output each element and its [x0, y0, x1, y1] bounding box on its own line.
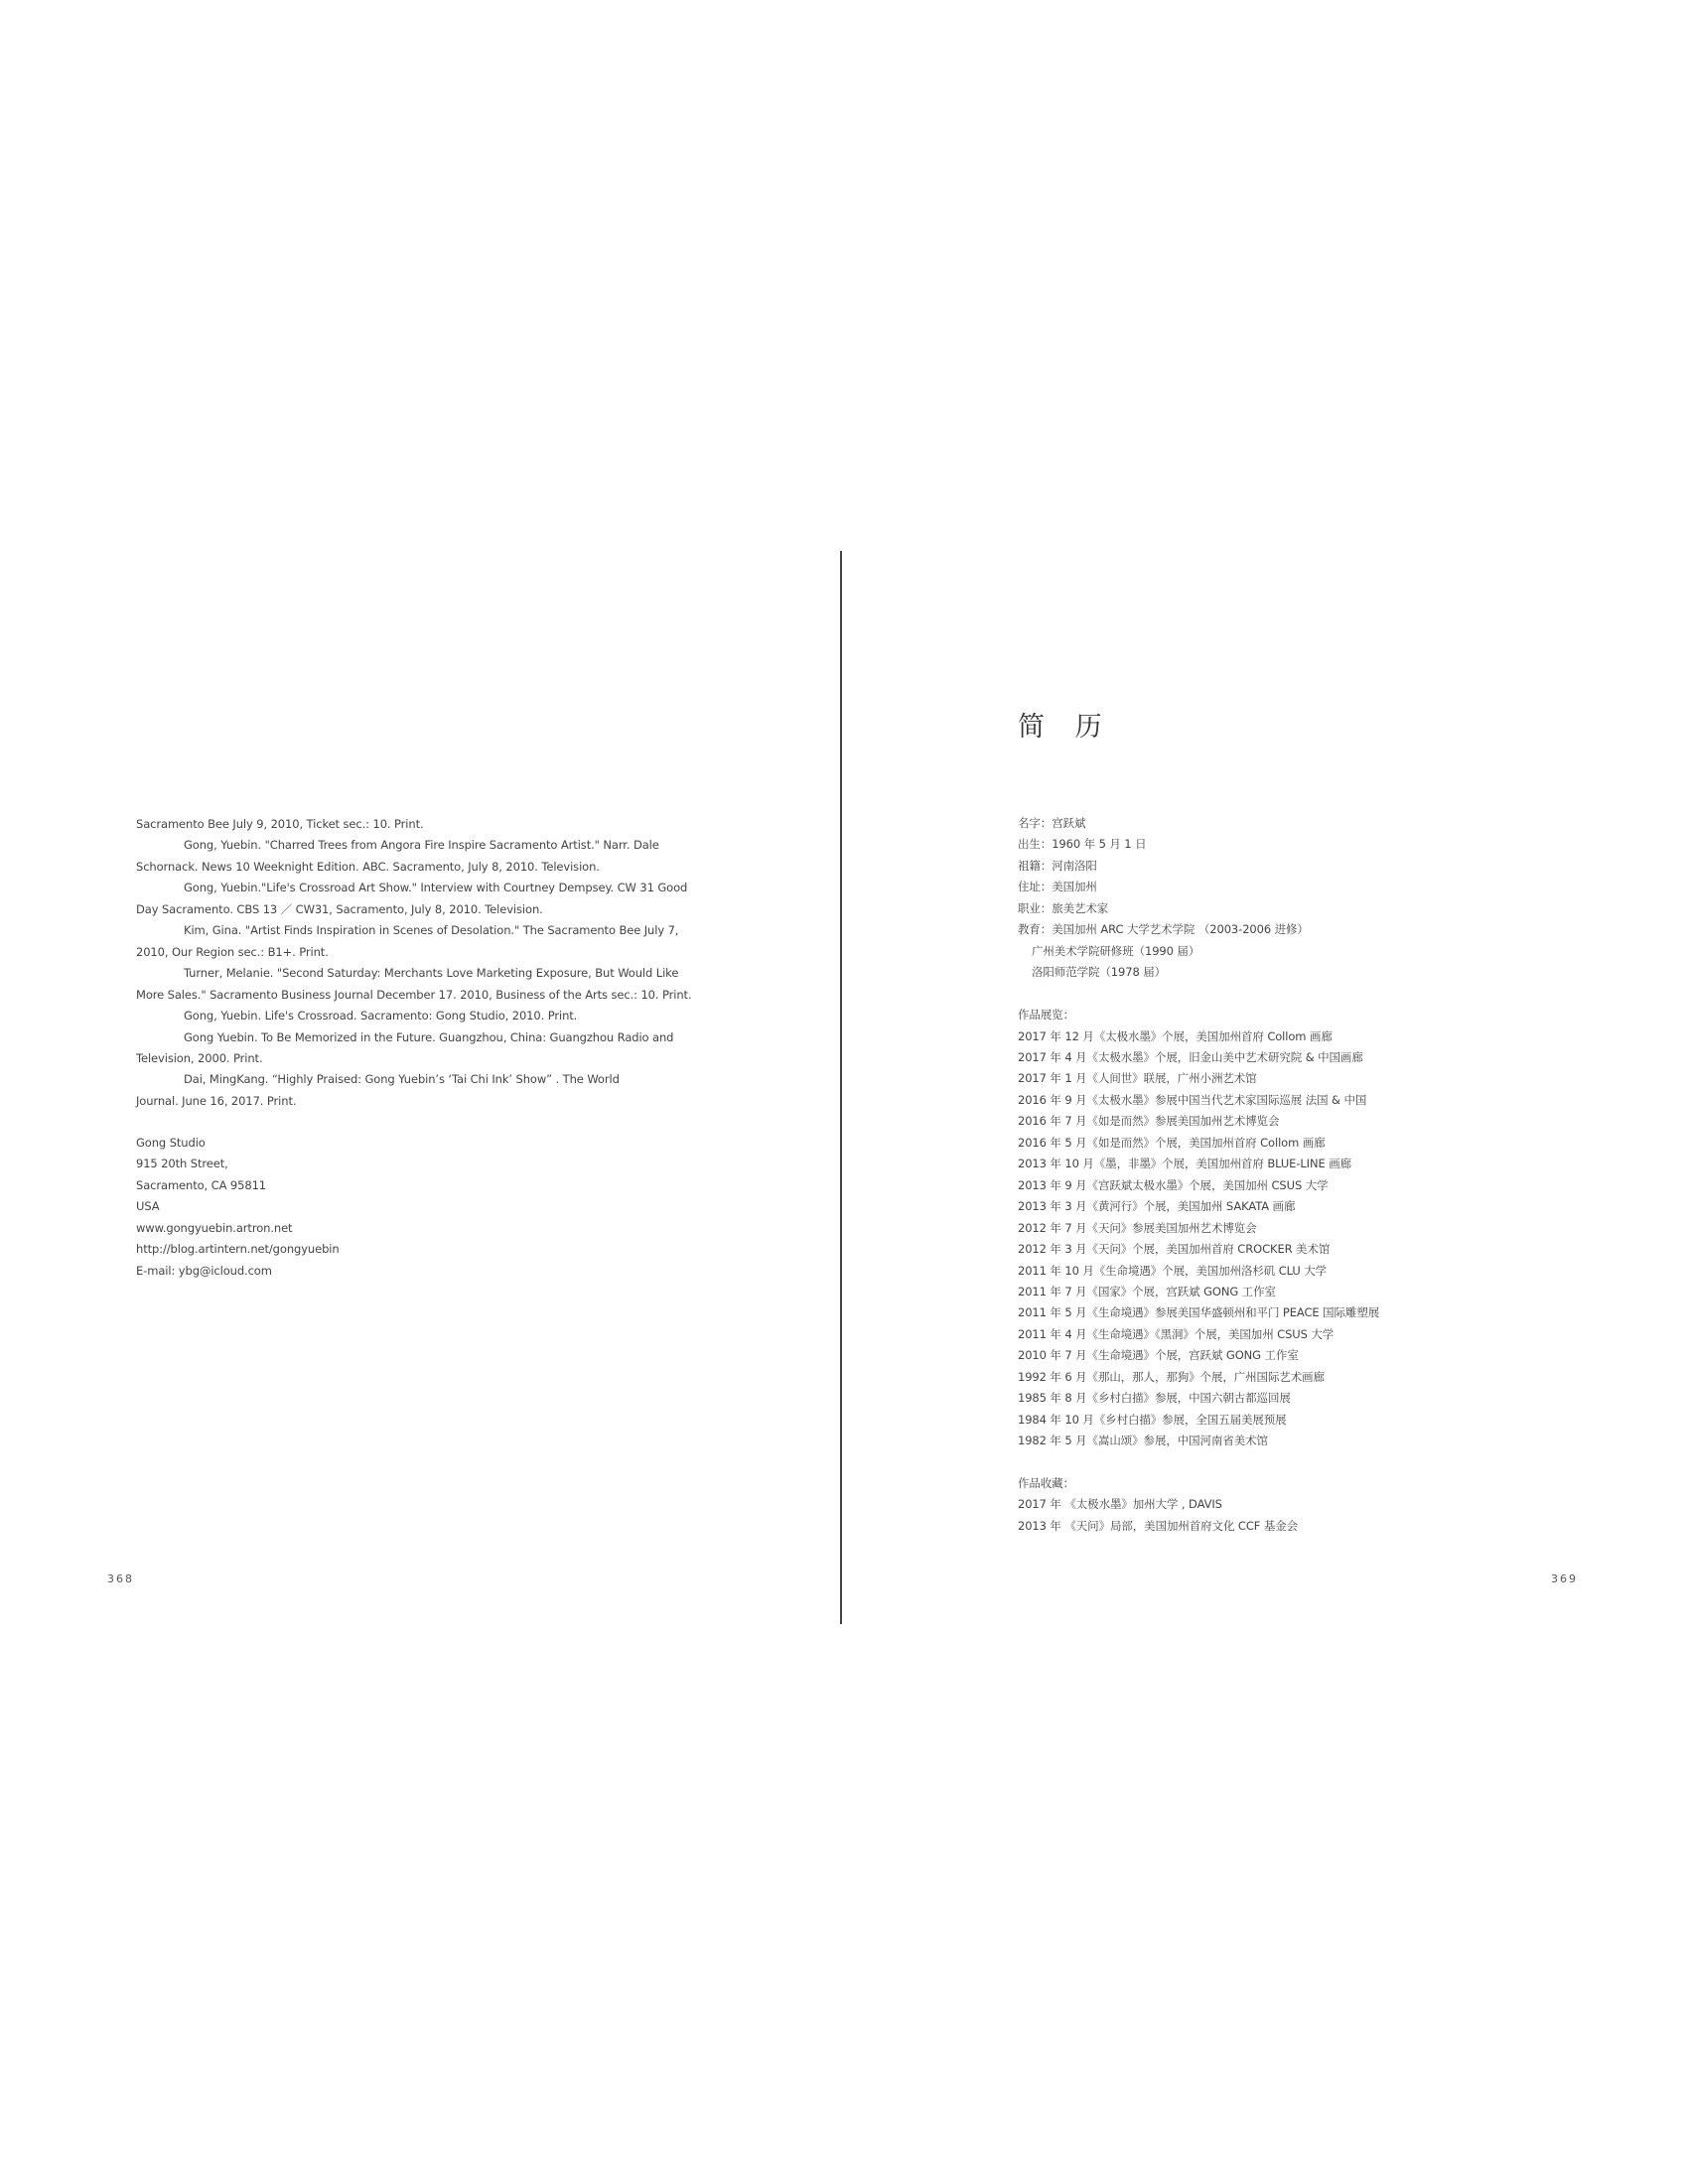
exhibition-item: 1982 年 5 月《嵩山颂》参展，中国河南省美术馆	[1018, 1433, 1268, 1448]
bibliography-line: Schornack. News 10 Weeknight Edition. ABC. Sacramento, July 8, 2010. Television.	[136, 859, 600, 874]
bibliography-line: Sacramento Bee July 9, 2010, Ticket sec.: 10. Print.	[136, 817, 424, 831]
collections-heading: 作品收藏：	[1018, 1476, 1074, 1491]
exhibition-item: 2017 年 1 月《人间世》联展，广州小洲艺术馆	[1018, 1071, 1257, 1086]
personal-info-line: 职业：旅美艺术家	[1018, 900, 1109, 915]
bibliography-line: Gong, Yuebin. "Charred Trees from Angora Fire Inspire Sacramento Artist." Narr. Dale	[184, 838, 659, 853]
exhibition-item: 1992 年 6 月《那山，那人，那狗》个展，广州国际艺术画廊	[1018, 1369, 1325, 1384]
education-line: 广州美术学院研修班（1990 届）	[1032, 943, 1200, 958]
collection-item: 2017 年 《太极水墨》加州大学 , DAVIS	[1018, 1497, 1222, 1512]
education-line: 洛阳师范学院（1978 届）	[1032, 965, 1167, 980]
personal-info-line: 名字：宫跃斌	[1018, 816, 1086, 830]
exhibition-item: 2010 年 7 月《生命境遇》个展，宫跃斌 GONG 工作室	[1018, 1348, 1299, 1363]
right-page	[842, 0, 1688, 2184]
bibliography-line: Television, 2000. Print.	[136, 1050, 263, 1065]
contact-line: 915 20th Street,	[136, 1157, 228, 1171]
exhibition-item: 1985 年 8 月《乡村白描》参展，中国六朝古都巡回展	[1018, 1391, 1291, 1406]
exhibition-item: 2011 年 5 月《生命境遇》参展美国华盛顿州和平门 PEACE 国际雕塑展	[1018, 1305, 1380, 1320]
contact-line: www.gongyuebin.artron.net	[136, 1220, 293, 1235]
bibliography-line: Dai, MingKang. “Highly Praised: Gong Yuebin’s ‘Tai Chi Ink’ Show” . The World	[184, 1072, 620, 1087]
resume-block	[1018, 813, 1379, 1537]
page-number-left: 368	[107, 1572, 134, 1585]
personal-info-line: 住址：美国加州	[1018, 880, 1097, 894]
contact-line: http://blog.artintern.net/gongyuebin	[136, 1242, 340, 1257]
bibliography-line: Turner, Melanie. "Second Saturday: Merchants Love Marketing Exposure, But Would Like	[184, 966, 679, 981]
exhibition-item: 2012 年 7 月《天问》参展美国加州艺术博览会	[1018, 1220, 1257, 1235]
exhibition-item: 2016 年 9 月《太极水墨》参展中国当代艺术家国际巡展 法国 & 中国	[1018, 1092, 1367, 1107]
personal-info-line: 出生：1960 年 5 月 1 日	[1018, 837, 1147, 852]
exhibition-item: 2012 年 3 月《天问》个展，美国加州首府 CROCKER 美术馆	[1018, 1242, 1331, 1257]
bibliography-list	[136, 814, 692, 1112]
page-number-right: 369	[1551, 1572, 1578, 1585]
exhibitions-heading: 作品展览：	[1018, 1008, 1074, 1023]
contact-line: E-mail: ybg@icloud.com	[136, 1263, 272, 1278]
exhibition-item: 2013 年 10 月《墨，非墨》个展，美国加州首府 BLUE-LINE 画廊	[1018, 1157, 1351, 1171]
contact-line: USA	[136, 1199, 160, 1214]
bibliography-line: Gong, Yuebin."Life's Crossroad Art Show." Interview with Courtney Dempsey. CW 31 Good	[184, 881, 688, 895]
contact-block	[136, 1133, 340, 1282]
contact-line: Gong Studio	[136, 1136, 206, 1150]
bibliography-line: Gong, Yuebin. Life's Crossroad. Sacramento: Gong Studio, 2010. Print.	[184, 1009, 578, 1024]
exhibition-item: 2017 年 12 月《太极水墨》个展，美国加州首府 Collom 画廊	[1018, 1028, 1333, 1043]
left-page	[0, 0, 840, 2184]
exhibition-item: 2017 年 4 月《太极水墨》个展，旧金山美中艺术研究院 & 中国画廊	[1018, 1049, 1363, 1064]
exhibition-item: 2011 年 7 月《国家》个展，宫跃斌 GONG 工作室	[1018, 1284, 1276, 1298]
exhibition-item: 2013 年 9 月《宫跃斌太极水墨》个展，美国加州 CSUS 大学	[1018, 1177, 1329, 1192]
exhibition-item: 2011 年 4 月《生命境遇》《黑洞》个展，美国加州 CSUS 大学	[1018, 1326, 1335, 1341]
exhibition-item: 1984 年 10 月《乡村白描》参展，全国五届美展预展	[1018, 1412, 1287, 1427]
collection-item: 2013 年 《天问》局部，美国加州首府文化 CCF 基金会	[1018, 1518, 1299, 1533]
personal-info-line: 祖籍：河南洛阳	[1018, 858, 1097, 873]
exhibition-item: 2013 年 3 月《黄河行》个展，美国加州 SAKATA 画廊	[1018, 1199, 1296, 1214]
bibliography-line: Kim, Gina. "Artist Finds Inspiration in Scenes of Desolation." The Sacramento Bee July 7,	[184, 923, 679, 938]
exhibition-item: 2011 年 10 月《生命境遇》个展，美国加州洛杉矶 CLU 大学	[1018, 1263, 1328, 1278]
exhibition-item: 2016 年 7 月《如是而然》参展美国加州艺术博览会	[1018, 1114, 1280, 1129]
section-spacer	[1018, 984, 1379, 1005]
exhibition-item: 2016 年 5 月《如是而然》个展，美国加州首府 Collom 画廊	[1018, 1135, 1326, 1150]
bibliography-line: 2010, Our Region sec.: B1+. Print.	[136, 944, 329, 959]
personal-info-line: 教育：美国加州 ARC 大学艺术学院 （2003-2006 进修）	[1018, 922, 1309, 937]
page-title: 简 历	[1018, 712, 1113, 743]
section-spacer	[1018, 1452, 1379, 1473]
bibliography-line: More Sales." Sacramento Business Journal December 17. 2010, Business of the Arts sec.: 10. Print.	[136, 987, 692, 1002]
bibliography-line: Gong Yuebin. To Be Memorized in the Future. Guangzhou, China: Guangzhou Radio and	[184, 1029, 674, 1044]
contact-line: Sacramento, CA 95811	[136, 1177, 267, 1192]
bibliography-line: Journal. June 16, 2017. Print.	[136, 1093, 297, 1108]
bibliography-line: Day Sacramento. CBS 13 ／ CW31, Sacramento, July 8, 2010. Television.	[136, 901, 543, 916]
